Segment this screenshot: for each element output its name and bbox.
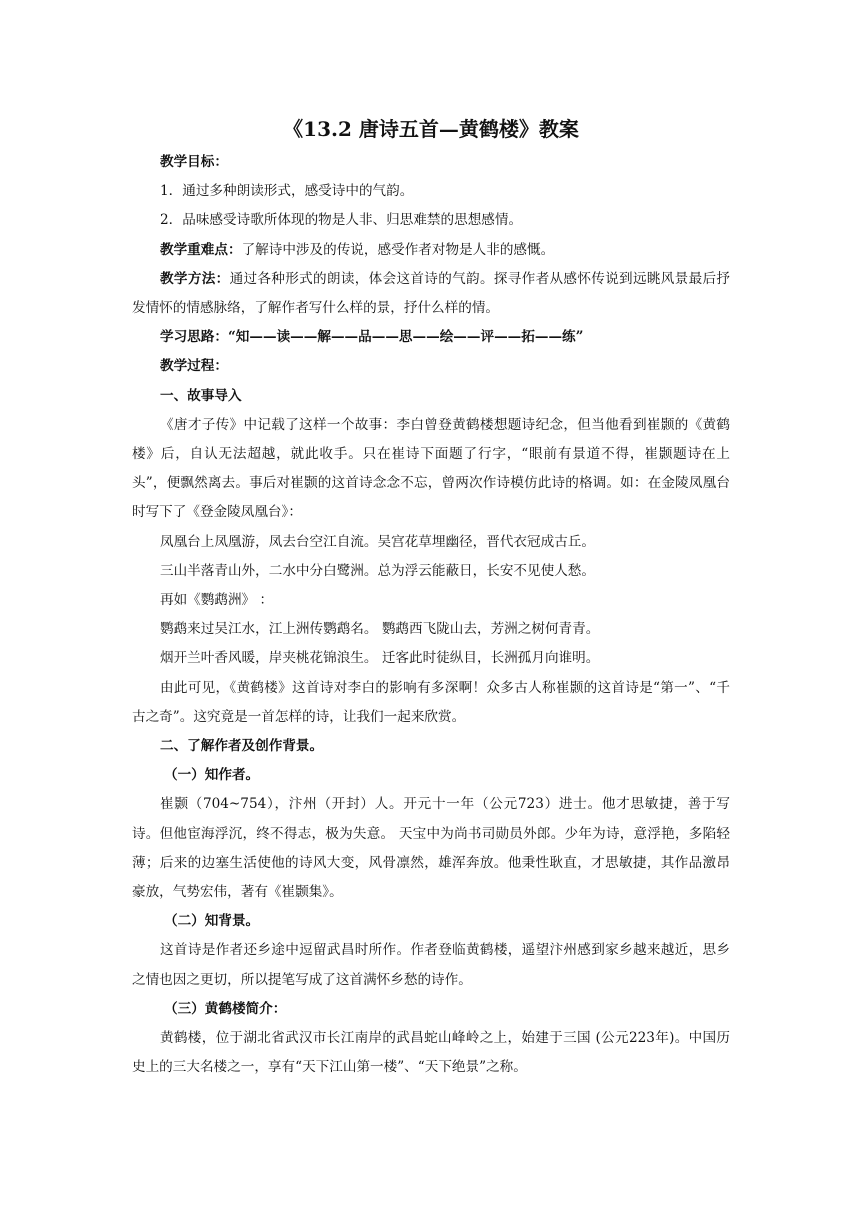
goals-heading: 教学目标： xyxy=(160,154,228,170)
difficulty-text: 了解诗中涉及的传说，感受作者对物是人非的感慨。 xyxy=(241,241,555,258)
document-page xyxy=(132,110,730,1083)
poem2-line-1: 鹦鹉来过吴江水，江上洲传鹦鹉名。 鹦鹉西飞陇山去，芳洲之树何青青。 xyxy=(160,621,600,638)
background-heading: （二）知背景。 xyxy=(164,913,260,930)
poem1-line-2: 三山半落青山外，二水中分白鹭洲。总为浮云能蔽日，长安不见使人愁。 xyxy=(160,562,595,579)
method-paragraph xyxy=(132,265,730,323)
section1-conclusion: 由此可见，《黄鹤楼》这首诗对李白的影响有多深啊！众多古人称崔颢的这首诗是“第一”、“千古之奇”。这究竟是一首怎样的诗，让我们一起来欣赏。 xyxy=(132,679,730,725)
document-title: 《13.2 唐诗五首—黄鹤楼》教案 xyxy=(283,117,579,141)
goal-item-1: 1．通过多种朗读形式，感受诗中的气韵。 xyxy=(160,183,414,200)
author-heading: （一）知作者。 xyxy=(164,767,260,784)
section2-heading: 二、了解作者及创作背景。 xyxy=(160,738,324,755)
poem2-intro: 再如《鹦鹉洲》 ： xyxy=(160,592,274,609)
difficulty-line xyxy=(132,236,730,265)
section1-heading: 一、故事导入 xyxy=(160,387,242,404)
process-heading: 教学过程： xyxy=(160,358,228,375)
background-paragraph: 这首诗是作者还乡途中逗留武昌时所作。作者登临黄鹤楼，遥望汴州感到家乡越来越近，思乡之情也因之更切，所以提笔写成了这首满怀乡愁的诗作。 xyxy=(132,942,730,988)
tower-paragraph: 黄鹤楼，位于湖北省武汉市长江南岸的武昌蛇山峰岭之上，始建于三国 (公元223年)。中国历史上的三大名楼之一，享有“天下江山第一楼”、“天下绝景”之称。 xyxy=(132,1030,730,1076)
difficulty-label: 教学重难点： xyxy=(160,241,242,258)
poem1-line-1: 凤凰台上凤凰游，凤去台空江自流。吴宫花草埋幽径，晋代衣冠成古丘。 xyxy=(160,533,595,550)
method-label: 教学方法： xyxy=(160,270,230,287)
section1-intro: 《唐才子传》中记载了这样一个故事：李白曾登黄鹤楼想题诗纪念，但当他看到崔颢的《黄鹤楼》后，自认无法超越，就此收手。只在崔诗下面题了行字，“眼前有景道不得，崔颢题诗在上头”，便飘然离去。事后对崔颢的这首诗念念不忘，曾两次作诗模仿此诗的格调。如：在金陵凤凰台时写下了《登金陵凤凰台》： xyxy=(132,416,730,521)
method-text: 通过各种形式的朗读，体会这首诗的气韵。探寻作者从感怀传说到远眺风景最后抒发情怀的情感脉络，了解作者写什么样的景，抒什么样的情。 xyxy=(132,270,731,317)
approach-line: 学习思路：“知——读——解——品——思——绘——评——拓——练” xyxy=(160,329,584,346)
poem2-line-2: 烟开兰叶香风暖，岸夹桃花锦浪生。 迁客此时徒纵目，长洲孤月向谁明。 xyxy=(160,650,600,667)
tower-heading: （三）黄鹤楼简介： xyxy=(164,1000,287,1017)
goal-item-2: 2．品味感受诗歌所体现的物是人非、归思难禁的思想感情。 xyxy=(160,212,523,229)
author-paragraph: 崔颢（704~754），汴州（开封）人。开元十一年（公元723）进士。他才思敏捷，善于写诗。但他宦海浮沉，终不得志，极为失意。 天宝中为尚书司勋员外郎。少年为诗，意浮艳，多陷轻薄；后来的边塞生活使他的诗风大变，风骨凛然，雄浑奔放。他秉性耿直，才思敏捷，其作品激昂豪放，气势宏伟，著有《崔颢集》。 xyxy=(132,796,730,901)
